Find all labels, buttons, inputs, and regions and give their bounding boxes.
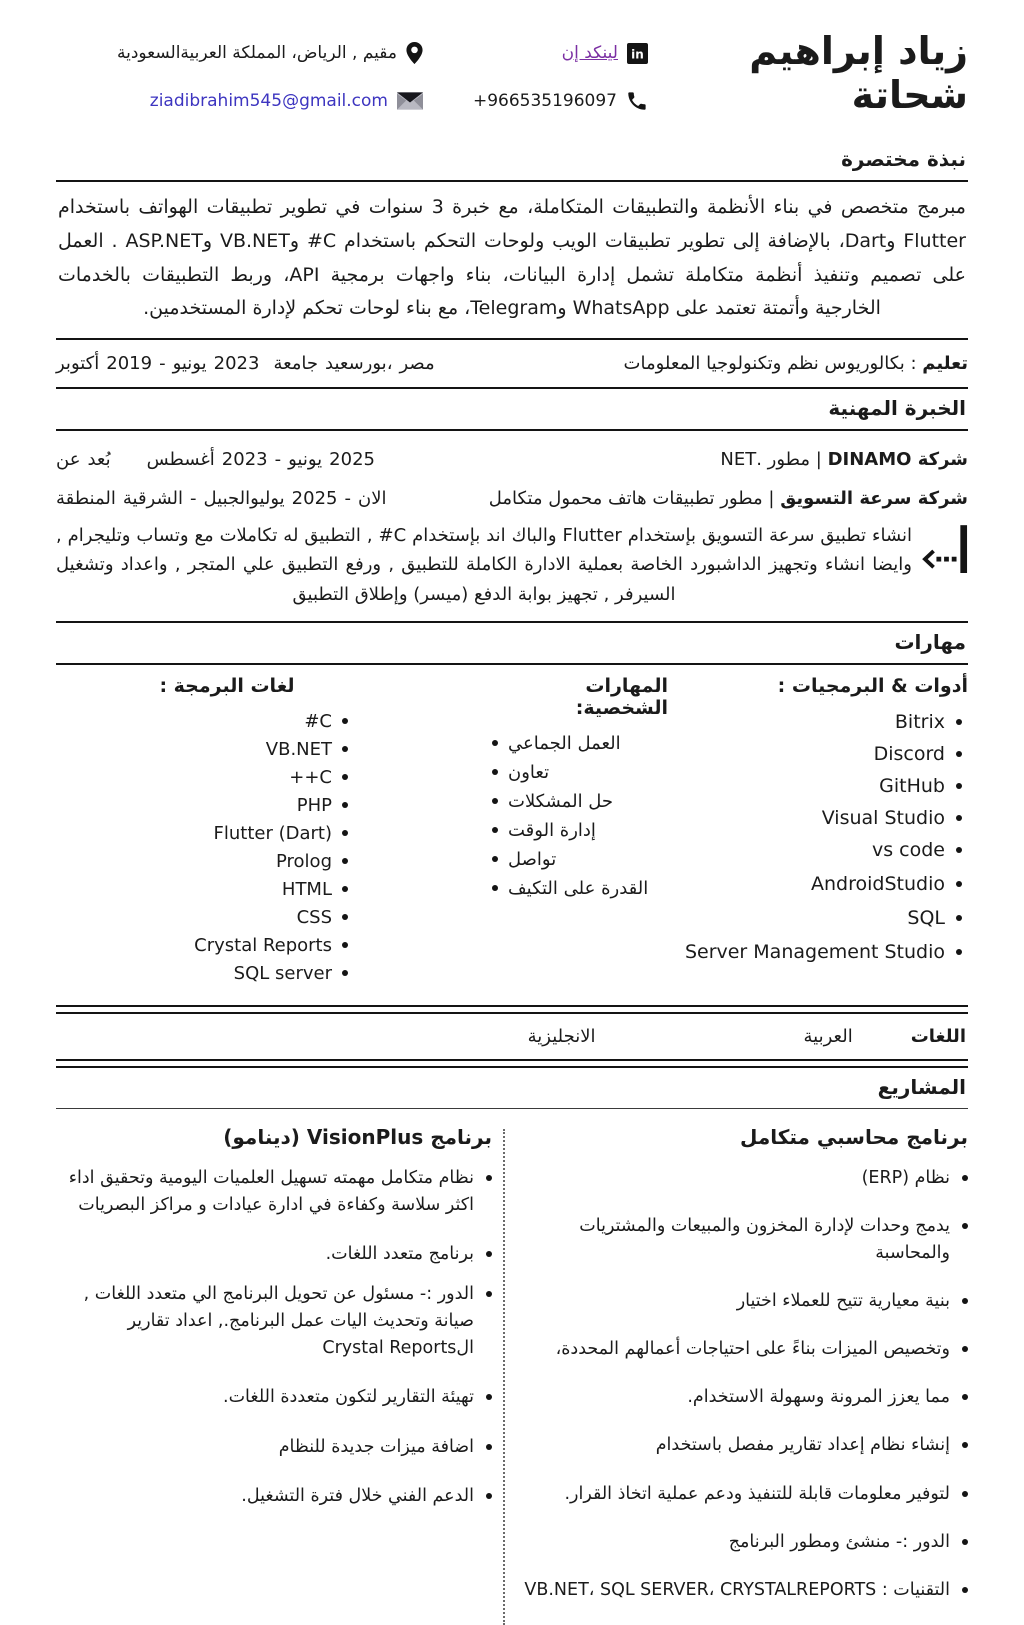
dotted-divider bbox=[503, 1129, 505, 1625]
project-bullet: بنية معيارية تتيح للعملاء اختيار bbox=[516, 1288, 968, 1315]
tool-item: GitHub bbox=[668, 775, 968, 797]
project-bullet: التقنيات : VB.NET، SQL SERVER، CRYSTALREPORTS bbox=[516, 1577, 968, 1604]
programming-language-item: VB.NET bbox=[102, 739, 352, 760]
section-title-experience: الخبرة المهنية bbox=[828, 396, 966, 421]
bullet-icon bbox=[342, 774, 348, 780]
tool-item: Discord bbox=[668, 743, 968, 765]
job-location-token: الجبيل bbox=[203, 488, 251, 510]
education-row bbox=[56, 340, 968, 387]
summary-text: مبرمج متخصص في بناء الأنظمة والتطبيقات المتكاملة، مع خبرة 3 سنوات في تطوير تطبيقات الهواتف باستخدام Flutter وDart، بالإضافة إلى تطوير تطبيقات الويب ولوحات التحكم باستخدام ‎#C وVB.NET وASP.NET . العمل على تصميم وتنفيذ أنظمة متكاملة تشمل إدارة البيانات، بناء واجهات برمجية API، وربط التطبيقات بالخدمات الخارجية وأتمتة تعتمد على WhatsApp وTelegram، مع بناء لوحات تحكم لإدارة المستخدمين. bbox=[58, 196, 967, 320]
project-bullet: نظام (ERP) bbox=[516, 1165, 968, 1192]
dotted-arrow-icon bbox=[924, 519, 968, 579]
education-location bbox=[273, 353, 434, 374]
bullet-icon bbox=[342, 746, 348, 752]
project-bullet: اضافة ميزات جديدة للنظام bbox=[56, 1434, 492, 1461]
divider bbox=[56, 663, 968, 665]
bullet-icon bbox=[486, 1175, 492, 1181]
job-location-token: - bbox=[190, 488, 197, 510]
company-name: شركة سرعة التسويق bbox=[780, 488, 968, 510]
job-location bbox=[56, 449, 111, 470]
job-title-line bbox=[489, 488, 968, 509]
education-degree-line bbox=[624, 353, 968, 374]
tool-item: Server Management Studio bbox=[668, 941, 968, 963]
job-dates bbox=[250, 488, 386, 509]
location-text: مقيم , الرياض، المملكة العربيةالسعودية bbox=[116, 43, 397, 63]
project-bullets bbox=[56, 1165, 492, 1510]
bullet-icon bbox=[486, 1394, 492, 1400]
bullet-icon bbox=[342, 830, 348, 836]
job-date-token: 2025 bbox=[329, 449, 375, 471]
linkedin-link[interactable]: لينكد إن bbox=[561, 43, 618, 63]
section-title-languages: اللغات bbox=[910, 1025, 966, 1047]
project-bullet: وتخصيص الميزات بناءً على احتياجات أعمالهم المحددة، bbox=[516, 1336, 968, 1363]
tool-item: SQL bbox=[668, 907, 968, 929]
education-dates bbox=[56, 353, 259, 374]
programming-language-item: CSS bbox=[102, 907, 352, 928]
bullet-icon bbox=[492, 885, 498, 891]
bullet-icon bbox=[956, 949, 962, 955]
skills-tools-column bbox=[668, 675, 968, 973]
project-visionplus bbox=[56, 1121, 492, 1625]
job-date-token: الان bbox=[357, 488, 387, 510]
job-date-token: يوليو bbox=[250, 488, 285, 510]
project-bullet: الدور :- مسئول عن تحويل البرنامج الي متعدد اللغات , صيانة وتحديث اليات عمل البرنامج., اعداد تقارير الCrystal Reports bbox=[56, 1281, 492, 1362]
project-bullet: الدعم الفني خلال فترة التشغيل. bbox=[56, 1483, 492, 1510]
bullet-icon bbox=[956, 847, 962, 853]
bullet-icon bbox=[486, 1251, 492, 1257]
project-title: برنامج محاسبي متكامل bbox=[740, 1124, 968, 1149]
bullet-icon bbox=[342, 970, 348, 976]
project-bullet: تهيئة التقارير لتكون متعددة اللغات. bbox=[56, 1384, 492, 1411]
location-row bbox=[56, 40, 423, 66]
job-row bbox=[56, 488, 968, 509]
phone-icon bbox=[626, 90, 648, 112]
bullet-icon bbox=[342, 886, 348, 892]
personal-skill-item: حل المشكلات bbox=[492, 791, 668, 812]
education-date-token: 2023 bbox=[213, 353, 260, 375]
job-location bbox=[56, 488, 250, 509]
languages-row bbox=[56, 1014, 968, 1059]
bullet-icon bbox=[342, 718, 348, 724]
section-title-summary: نبذة مختصرة bbox=[841, 147, 966, 171]
bullet-icon bbox=[956, 915, 962, 921]
project-title: برنامج VisionPlus (دينامو) bbox=[223, 1124, 492, 1149]
person-name: زياد إبراهيم شحاتة bbox=[749, 29, 968, 117]
bullet-icon bbox=[492, 827, 498, 833]
bullet-icon bbox=[492, 798, 498, 804]
bullet-icon bbox=[342, 914, 348, 920]
personal-skill-item: تعاون bbox=[492, 762, 668, 783]
job-location-token: المنطقة bbox=[56, 488, 116, 510]
project-bullet: لتوفير معلومات قابلة للتنفيذ ودعم عملية اتخاذ القرار. bbox=[516, 1481, 968, 1508]
job-location-token: عن bbox=[56, 449, 81, 471]
personal-skill-item: القدرة على التكيف bbox=[492, 878, 668, 899]
divider bbox=[56, 1108, 968, 1109]
job-row bbox=[56, 449, 968, 470]
tools-list bbox=[668, 711, 968, 963]
section-title-projects: المشاريع bbox=[877, 1074, 966, 1099]
job-location-token: الشرقية bbox=[122, 488, 184, 510]
programming-language-item: Prolog bbox=[102, 851, 352, 872]
education-date-token: يونيو bbox=[172, 353, 207, 375]
job-date-token: يونيو bbox=[288, 449, 323, 471]
linkedin-icon bbox=[627, 43, 648, 64]
job-date-token: - bbox=[344, 488, 351, 510]
bullet-icon bbox=[486, 1444, 492, 1450]
personal-skill-item: العمل الجماعي bbox=[492, 733, 668, 754]
language-item: الانجليزية bbox=[527, 1025, 596, 1047]
bullet-icon bbox=[342, 942, 348, 948]
project-bullet: برنامج متعدد اللغات. bbox=[56, 1241, 492, 1268]
bullet-icon bbox=[486, 1493, 492, 1499]
job-date-token: أغسطس bbox=[146, 449, 215, 471]
job-role: | مطور .NET bbox=[720, 449, 822, 471]
personal-skill-item: تواصل bbox=[492, 849, 668, 870]
bullet-icon bbox=[962, 1442, 968, 1448]
education-location-token: جامعة bbox=[273, 353, 319, 375]
divider bbox=[56, 429, 968, 431]
programming-language-item: HTML bbox=[102, 879, 352, 900]
project-bullets bbox=[516, 1165, 968, 1604]
bullet-icon bbox=[492, 769, 498, 775]
programming-language-item: SQL server bbox=[102, 963, 352, 984]
header-contact-middle bbox=[423, 24, 648, 136]
bullet-icon bbox=[956, 783, 962, 789]
project-bullet: مما يعزز المرونة وسهولة الاستخدام. bbox=[516, 1384, 968, 1411]
project-bullet: نظام متكامل مهمته تسهيل العلميات اليومية وتحقيق اداء اكثر سلاسة وكفاءة في ادارة عيادات و مراكز البصريات bbox=[56, 1165, 492, 1219]
location-pin-icon bbox=[406, 42, 423, 64]
education-label: تعليم bbox=[922, 353, 968, 375]
project-accounting bbox=[516, 1121, 968, 1625]
svg-text:in: in bbox=[631, 47, 644, 61]
header-contact-left bbox=[56, 24, 423, 136]
section-title-skills: مهارات bbox=[894, 629, 966, 654]
bullet-icon bbox=[486, 1291, 492, 1297]
programming-languages-heading: لغات البرمجة : bbox=[159, 674, 295, 697]
programming-language-item: Crystal Reports bbox=[102, 935, 352, 956]
tool-item: AndroidStudio bbox=[668, 873, 968, 895]
email-row bbox=[56, 88, 423, 114]
bullet-icon bbox=[962, 1394, 968, 1400]
email-icon bbox=[397, 92, 423, 110]
tool-item: Visual Studio bbox=[668, 807, 968, 829]
header bbox=[56, 24, 968, 136]
bullet-icon bbox=[492, 856, 498, 862]
linkedin-row bbox=[423, 40, 648, 66]
personal-skill-item: إدارة الوقت bbox=[492, 820, 668, 841]
education-date-token: أكتوبر bbox=[56, 353, 100, 375]
skills-columns bbox=[56, 675, 968, 993]
programming-language-item: #C bbox=[102, 711, 352, 732]
programming-languages-list bbox=[102, 711, 352, 984]
divider bbox=[56, 1059, 968, 1068]
skills-programming-column bbox=[102, 675, 352, 991]
job-date-token: 2023 bbox=[221, 449, 268, 471]
email-link[interactable]: ziadibrahim545@gmail.com bbox=[149, 91, 388, 111]
bullet-icon bbox=[956, 751, 962, 757]
bullet-icon bbox=[342, 858, 348, 864]
job-dates bbox=[147, 449, 375, 470]
bullet-icon bbox=[342, 802, 348, 808]
job-title-line bbox=[720, 449, 968, 470]
education-location-token: بورسعيد، bbox=[325, 353, 393, 375]
tool-item: Bitrix bbox=[668, 711, 968, 733]
education-location-token: مصر bbox=[399, 353, 435, 375]
programming-language-item: ++C bbox=[102, 767, 352, 788]
project-bullet: الدور :- منشئ ومطور البرنامج bbox=[516, 1529, 968, 1556]
bullet-icon bbox=[956, 719, 962, 725]
job-description: انشاء تطبيق سرعة التسويق بإستخدام Flutter والباك اند بإستخدام ‎#C , التطبيق له تكاملات مع وتساب وتليجرام , وايضا انشاء وتجهيز الداشبورد الخاصة بعملية الادارة الكاملة للتطبيق , ورفع التطبيق علي المتجر , واعداد وتشغيل السيرفر , تجهيز بوابة الدفع (ميسر) وإطلاق التطبيق bbox=[56, 525, 913, 605]
bullet-icon bbox=[962, 1491, 968, 1497]
job-location-token: بُعد bbox=[87, 449, 111, 471]
personal-skills-heading: المهارات الشخصية: bbox=[575, 674, 668, 719]
bullet-icon bbox=[962, 1346, 968, 1352]
education-degree: : بكالوريوس نظم وتكنولوجيا المعلومات bbox=[623, 353, 917, 375]
bullet-icon bbox=[962, 1298, 968, 1304]
project-bullet: يدمج وحدات لإدارة المخزون والمبيعات والمشتريات والمحاسبة bbox=[516, 1213, 968, 1267]
tools-heading: أدوات & البرمجيات : bbox=[777, 674, 968, 697]
bullet-icon bbox=[956, 815, 962, 821]
phone-number: +966535196097 bbox=[472, 91, 617, 111]
bullet-icon bbox=[956, 881, 962, 887]
language-item: العربية bbox=[803, 1025, 853, 1047]
divider bbox=[56, 1005, 968, 1014]
company-name: شركة DINAMO bbox=[827, 449, 968, 471]
job-role: | مطور تطبيقات هاتف محمول متكامل bbox=[488, 488, 775, 510]
projects-columns bbox=[56, 1121, 968, 1625]
bullet-icon bbox=[962, 1175, 968, 1181]
programming-language-item: Flutter (Dart) bbox=[102, 823, 352, 844]
programming-language-item: PHP bbox=[102, 795, 352, 816]
project-bullet: إنشاء نظام إعداد تقارير مفصل باستخدام bbox=[516, 1432, 968, 1459]
bullet-icon bbox=[962, 1539, 968, 1545]
phone-row bbox=[423, 88, 648, 114]
skills-personal-column bbox=[492, 675, 668, 907]
tool-item: vs code bbox=[668, 839, 968, 861]
personal-skills-list bbox=[492, 733, 668, 899]
job-description-row bbox=[56, 519, 968, 608]
bullet-icon bbox=[492, 740, 498, 746]
bullet-icon bbox=[962, 1587, 968, 1593]
bullet-icon bbox=[962, 1223, 968, 1229]
education-date-token: - bbox=[159, 353, 166, 375]
job-date-token: - bbox=[274, 449, 282, 471]
education-date-token: 2019 bbox=[106, 353, 153, 375]
job-date-token: 2025 bbox=[291, 488, 338, 510]
